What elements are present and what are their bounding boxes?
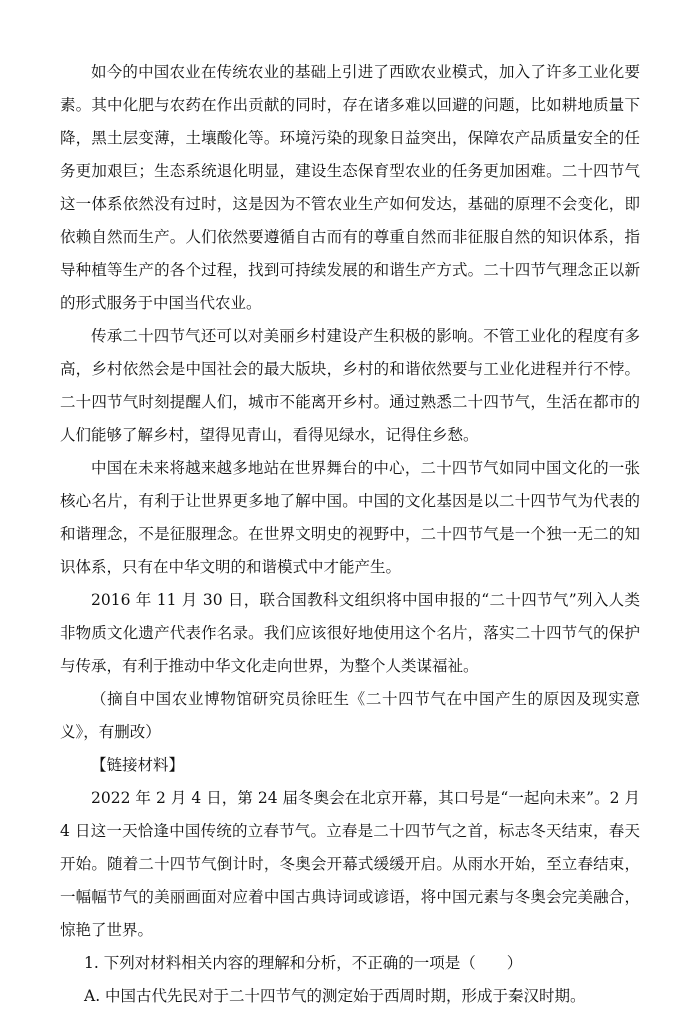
question-1: 1. 下列对材料相关内容的理解和分析，不正确的一项是（ ） xyxy=(84,954,523,972)
source-citation: （摘自中国农业博物馆研究员徐旺生《二十四节气在中国产生的原因及现实意义》，有删改） xyxy=(60,690,640,741)
paragraph-agriculture: 如今的中国农业在传统农业的基础上引进了西欧农业模式，加入了许多工业化要素。其中化肥与农药在作出贡献的同时，存在诸多难以回避的问题，比如耕地质量下降，黑土层变薄，土壤酸化等。环境污染的现象日益突出，保障农产品质量安全的任务更加艰巨；生态系统退化明显，建设生态保育型农业的任务更加困难。二十四节气这一体系依然没有过时，这是因为不管农业生产如何发达，基础的原理不会变化，即依赖自然而生产。人们依然要遵循自古而有的尊重自然而非征服自然的知识体系，指导种植等生产的各个过程，找到可持续发展的和谐生产方式。二十四节气理念正以新的形式服务于中国当代农业。 xyxy=(60,63,640,312)
option-a: A. 中国古代先民对于二十四节气的测定始于西周时期，形成于秦汉时期。 xyxy=(84,987,586,1005)
paragraph-rural: 传承二十四节气还可以对美丽乡村建设产生积极的影响。不管工业化的程度有多高，乡村依然会是中国社会的最大版块，乡村的和谐依然要与工业化进程并行不悖。二十四节气时刻提醒人们，城市不能离开乡村。通过熟悉二十四节气，生活在都市的人们能够了解乡村，望得见青山，看得见绿水，记得住乡愁。 xyxy=(60,327,640,444)
paragraph-culture: 中国在未来将越来越多地站在世界舞台的中心，二十四节气如同中国文化的一张核心名片，有利于让世界更多地了解中国。中国的文化基因是以二十四节气为代表的和谐理念，不是征服理念。在世界文明史的视野中，二十四节气是一个独一无二的知识体系，只有在中华文明的和谐模式中才能产生。 xyxy=(60,459,640,576)
link-material-heading: 【链接材料】 xyxy=(91,756,185,774)
paragraph-unesco: 2016 年 11 月 30 日，联合国教科文组织将中国申报的“二十四节气”列入人类非物质文化遗产代表作名录。我们应该很好地使用这个名片，落实二十四节气的保护与传承，有利于推动中华文化走向世界，为整个人类谋福祉。 xyxy=(60,591,640,675)
document-page xyxy=(60,56,640,1013)
link-material-paragraph: 2022 年 2 月 4 日，第 24 届冬奥会在北京开幕，其口号是“一起向未来”。2 月 4 日这一天恰逢中国传统的立春节气。立春是二十四节气之首，标志冬天结束，春天开始。随着二十四节气倒计时，冬奥会开幕式缓缓开启。从雨水开始，至立春结束，一幅幅节气的美丽画面对应着中国古典诗词或谚语，将中国元素与冬奥会完美融合，惊艳了世界。 xyxy=(60,789,640,939)
